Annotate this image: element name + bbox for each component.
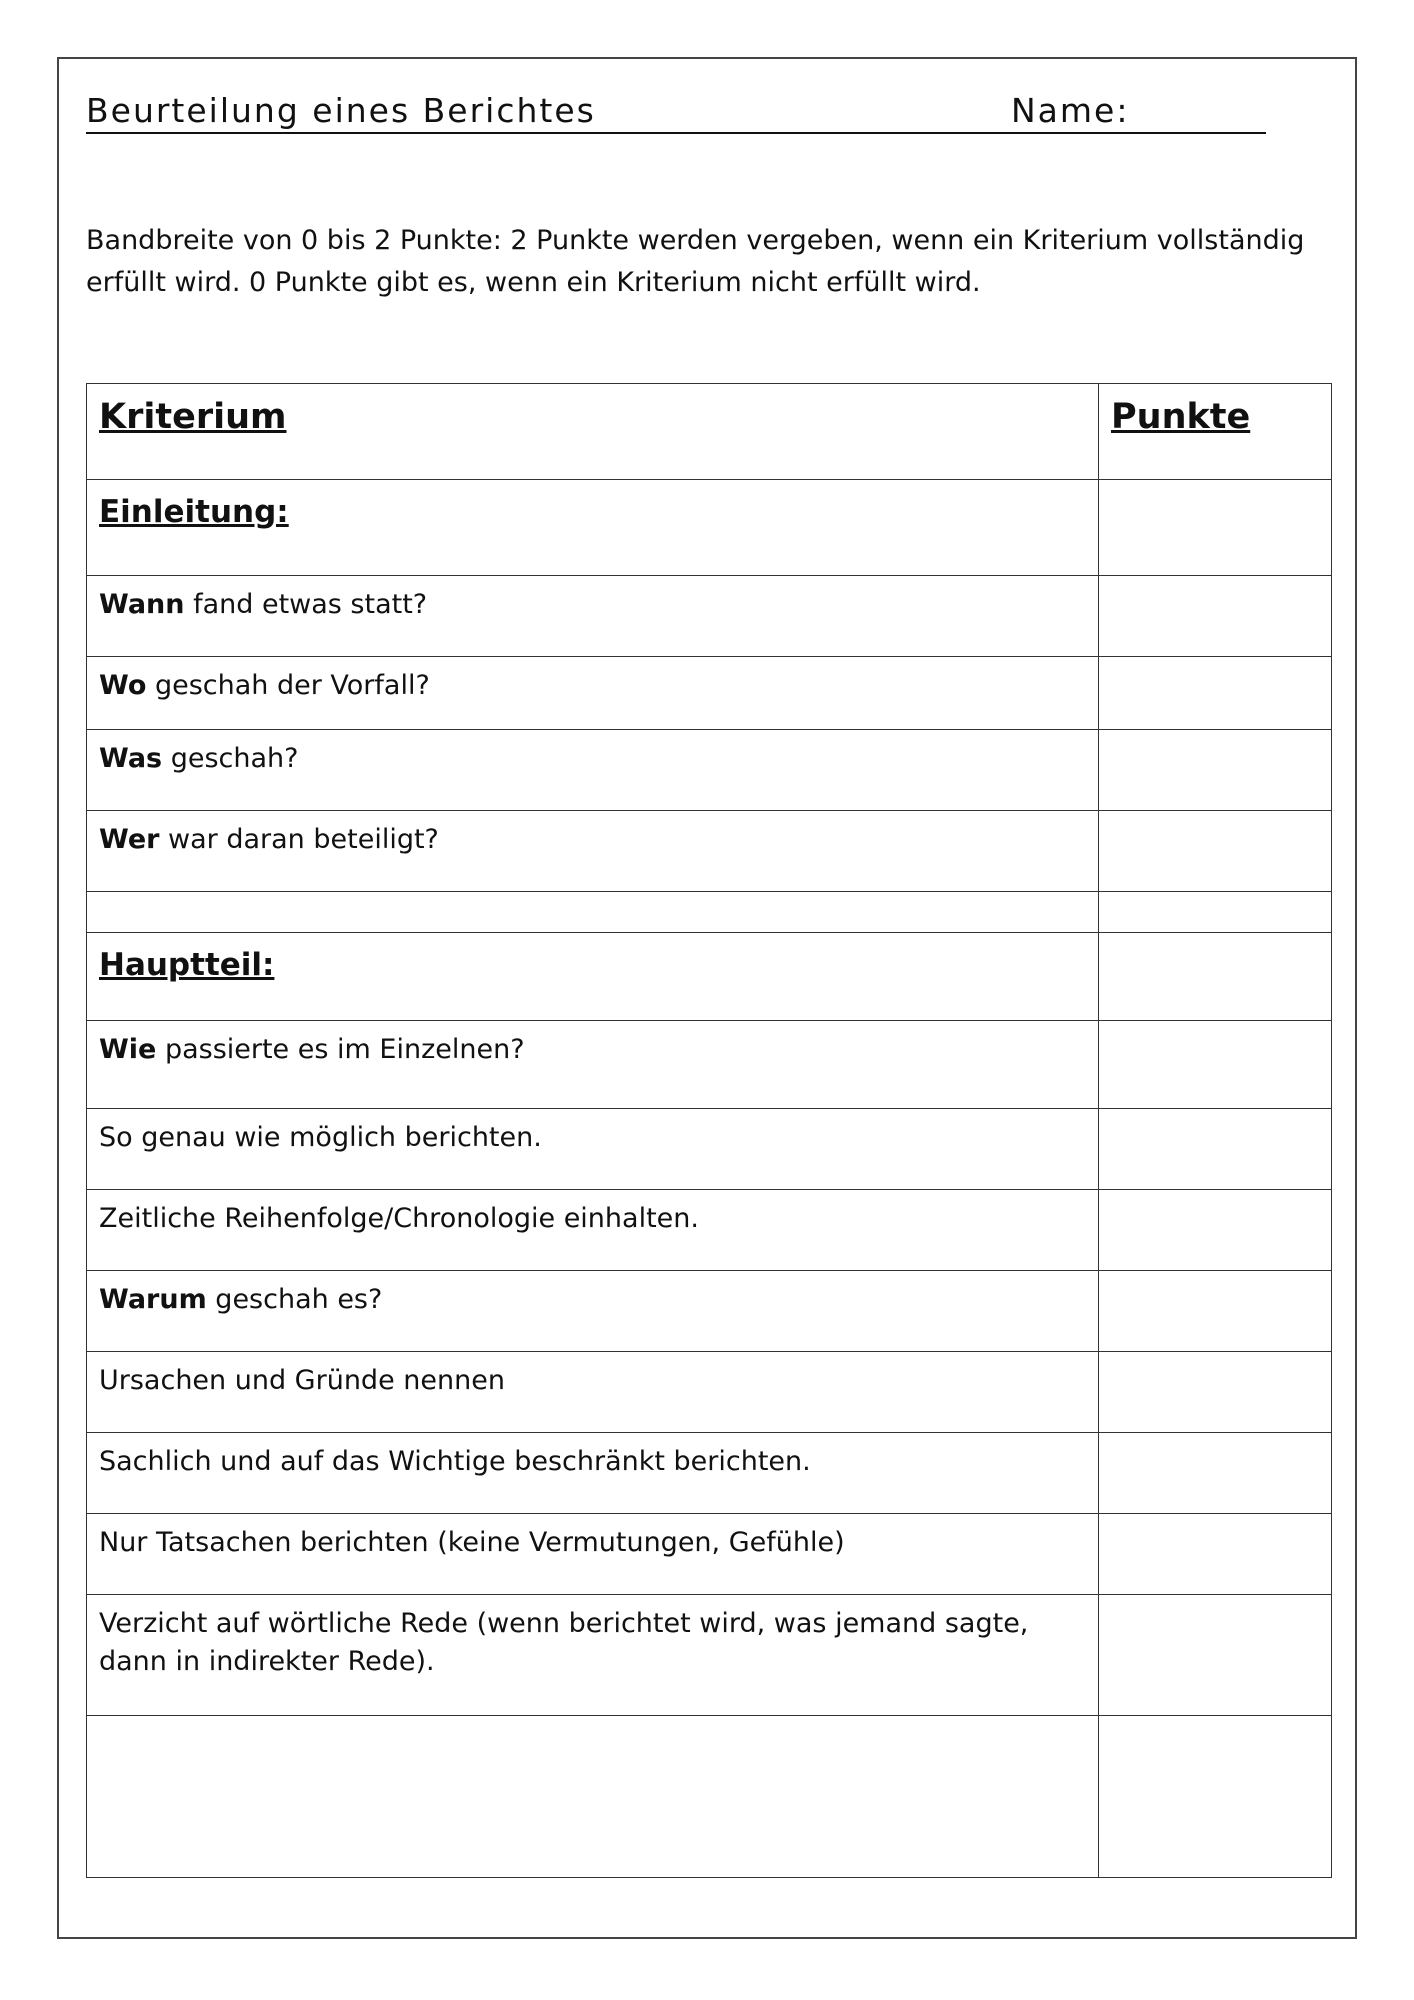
empty-cell [87, 892, 1099, 933]
section-heading: Einleitung: [87, 480, 1099, 576]
spacer-row [87, 892, 1332, 933]
empty-row [87, 1716, 1332, 1878]
section-row-einleitung [87, 480, 1332, 576]
points-cell[interactable] [1099, 576, 1332, 657]
criterion-cell: Wie passierte es im Einzelnen? [87, 1021, 1099, 1109]
table-row [87, 1271, 1332, 1352]
points-column-header: Punkte [1099, 384, 1332, 480]
table-row [87, 730, 1332, 811]
points-cell[interactable] [1099, 811, 1332, 892]
criterion-cell: Nur Tatsachen berichten (keine Vermutungen, Gefühle) [87, 1514, 1099, 1595]
points-cell[interactable] [1099, 1190, 1332, 1271]
criterion-line: dann in indirekter Rede). [99, 1646, 435, 1677]
points-cell[interactable] [1099, 933, 1332, 1021]
table-header-row [87, 384, 1332, 480]
name-label: Name: [1011, 91, 1130, 130]
points-cell[interactable] [1099, 1514, 1332, 1595]
criterion-cell: So genau wie möglich berichten. [87, 1109, 1099, 1190]
table-row [87, 1433, 1332, 1514]
points-cell[interactable] [1099, 892, 1332, 933]
table-row [87, 811, 1332, 892]
points-cell[interactable] [1099, 657, 1332, 730]
instructions-line-2: erfüllt wird. 0 Punkte gibt es, wenn ein Kriterium nicht erfüllt wird. [86, 267, 981, 298]
worksheet-header [86, 90, 1266, 134]
table-row [87, 1109, 1332, 1190]
table-row [87, 657, 1332, 730]
criterion-cell: Sachlich und auf das Wichtige beschränkt berichten. [87, 1433, 1099, 1514]
table-row [87, 1595, 1332, 1716]
section-row-hauptteil [87, 933, 1332, 1021]
criterion-cell: Wo geschah der Vorfall? [87, 657, 1099, 730]
empty-cell [87, 1716, 1099, 1878]
criterion-cell: Wer war daran beteiligt? [87, 811, 1099, 892]
points-cell[interactable] [1099, 480, 1332, 576]
criterion-cell: Warum geschah es? [87, 1271, 1099, 1352]
criterion-column-header: Kriterium [87, 384, 1099, 480]
points-cell[interactable] [1099, 730, 1332, 811]
points-cell[interactable] [1099, 1352, 1332, 1433]
criterion-cell: Was geschah? [87, 730, 1099, 811]
table-row [87, 1190, 1332, 1271]
table-row [87, 576, 1332, 657]
table-row [87, 1514, 1332, 1595]
section-heading: Hauptteil: [87, 933, 1099, 1021]
table-row [87, 1021, 1332, 1109]
criterion-cell: Wann fand etwas statt? [87, 576, 1099, 657]
criterion-cell [87, 1595, 1099, 1716]
criterion-cell: Ursachen und Gründe nennen [87, 1352, 1099, 1433]
criterion-line: Verzicht auf wörtliche Rede (wenn berichtet wird, was jemand sagte, [99, 1608, 1029, 1639]
points-cell[interactable] [1099, 1716, 1332, 1878]
table-row [87, 1352, 1332, 1433]
points-cell[interactable] [1099, 1433, 1332, 1514]
worksheet-title: Beurteilung eines Berichtes [86, 91, 596, 130]
criterion-cell: Zeitliche Reihenfolge/Chronologie einhalten. [87, 1190, 1099, 1271]
criteria-table [86, 383, 1332, 1878]
points-cell[interactable] [1099, 1021, 1332, 1109]
points-cell[interactable] [1099, 1271, 1332, 1352]
points-cell[interactable] [1099, 1109, 1332, 1190]
scoring-instructions [86, 220, 1306, 304]
points-cell[interactable] [1099, 1595, 1332, 1716]
instructions-line-1: Bandbreite von 0 bis 2 Punkte: 2 Punkte werden vergeben, wenn ein Kriterium vollständig [86, 225, 1305, 256]
